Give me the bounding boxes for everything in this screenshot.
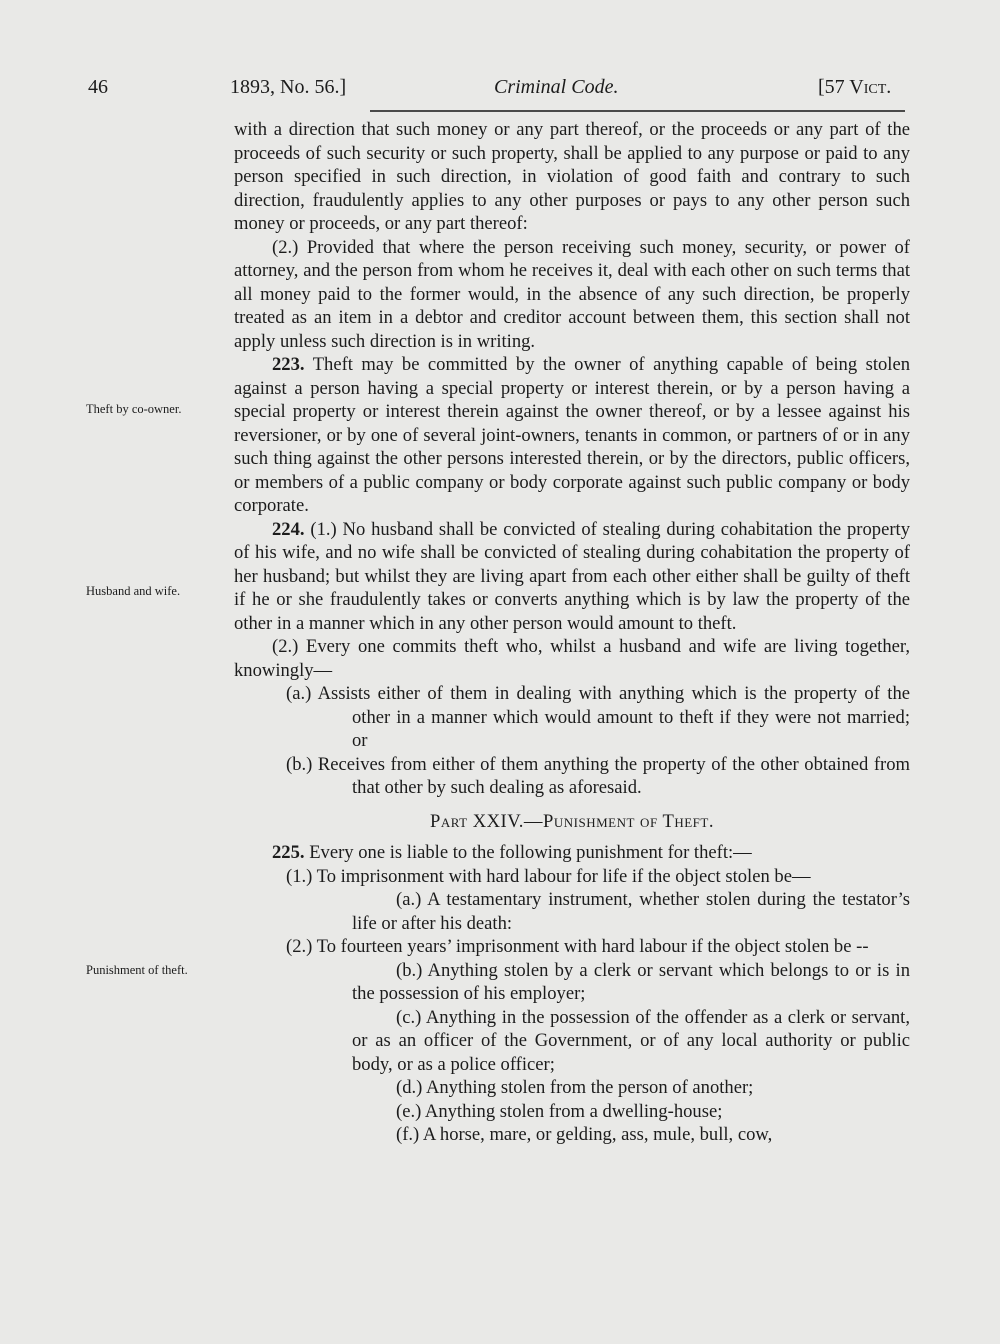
section-number: 223. — [272, 354, 305, 375]
clause-225-2-b: (b.) Anything stolen by a clerk or servant which belongs to or is in the possession of his employer; — [352, 959, 910, 1004]
page-number: 46 — [88, 76, 108, 98]
act-citation: 1893, No. 56.] — [230, 76, 347, 98]
margin-note-punishment-of-theft: Punishment of theft. — [86, 963, 188, 977]
subsection-224-2: (2.) Every one commits theft who, whilst a husband and wife are living together, knowingly— — [234, 636, 910, 681]
section-number: 224. — [272, 518, 305, 540]
margin-note-theft-by-co-owner: Theft by co-owner. — [86, 402, 182, 416]
paragraph-continuation: with a direction that such money or any part thereof, or the proceeds or any part of the proceeds of such security or such property, shall be applied to any purpose or paid to any person specified in such direction, in violation of good faith and contrary to such direction, fraudulently applies to any other purposes or pays to any other person such money or proceeds, or any part thereof: — [234, 119, 910, 234]
section-225 — [234, 841, 910, 865]
section-223 — [234, 353, 910, 518]
clause-225-2-e: (e.) Anything stolen from a dwelling-house; — [396, 1100, 723, 1122]
subsection-225-2: (2.) To fourteen years’ imprisonment with hard labour if the object stolen be -- — [286, 936, 869, 957]
section-text: Every one is liable to the following punishment for theft:— — [309, 842, 752, 863]
clause-225-2-f: (f.) A horse, mare, or gelding, ass, mule, bull, cow, — [396, 1124, 773, 1145]
clause-225-1-a: (a.) A testamentary instrument, whether stolen during the testator’s life or after his death: — [352, 889, 910, 934]
clause-224-b: (b.) Receives from either of them anything the property of the other obtained from that other by such dealing as aforesaid. — [286, 753, 910, 798]
clause-225-2-d: (d.) Anything stolen from the person of another; — [396, 1077, 754, 1098]
section-number: 225. — [272, 842, 305, 863]
body-text — [234, 118, 910, 1147]
subsection-225-1: (1.) To imprisonment with hard labour for life if the object stolen be— — [286, 865, 811, 887]
header-rule — [370, 110, 905, 112]
part-heading: Part XXIV.—Punishment of Theft. — [429, 810, 714, 832]
section-224 — [234, 518, 910, 636]
clause-224-a: (a.) Assists either of them in dealing with anything which is the property of the other in a manner which would amount to theft if they were not married; or — [286, 683, 910, 751]
margin-note-husband-and-wife: Husband and wife. — [86, 584, 181, 598]
section-text: (1.) No husband shall be convicted of stealing during cohabitation the property of his wife, and no wife shall be convicted of stealing during cohabitation the property of her husband; but whilst they are living apart from each other either shall be guilty of theft if he or she fraudulently takes or converts anything which is by law the property of the other in a manner which in any other person would amount to theft. — [234, 518, 910, 634]
regnal-year: [57 Vict. — [818, 76, 892, 98]
section-text: Theft may be committed by the owner of anything capable of being stolen against a person having a special property or interest therein, or by a person having a special property or interest therein against the owner thereof, or by a lessee against his reversioner, or by one of several joint-owners, tenants in common, or partners of or in any such thing against the other persons interested therein, or by the directors, public officers, or members of a public company or body corporate against such public company or body corporate. — [234, 354, 911, 516]
clause-225-2-c: (c.) Anything in the possession of the offender as a clerk or servant, or as an officer of the Government, or of any local authority or public body, or as a police officer; — [352, 1006, 910, 1075]
running-title: Criminal Code. — [494, 76, 619, 98]
paragraph-proviso: (2.) Provided that where the person receiving such money, security, or power of attorney, and the person from whom he receives it, deal with each other on such terms that all money paid to the former would, in the absence of any such direction, be properly treated as an item in a debtor and creditor account between them, this section shall not apply unless such direction is in writing. — [234, 236, 910, 352]
running-header — [0, 76, 1000, 106]
